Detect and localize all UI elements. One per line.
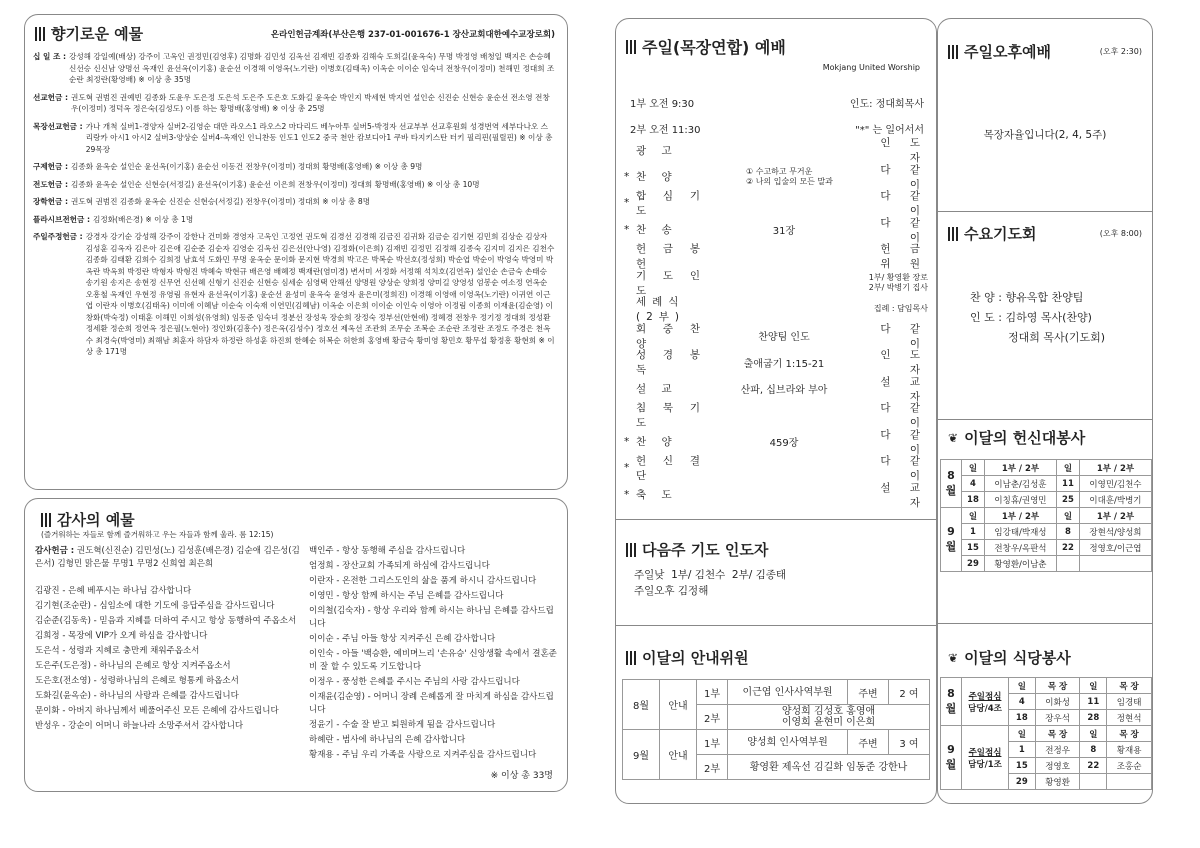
online-account: 온라인헌금계좌(부산은행 237-01-001676-1 장산교회대한예수교장로회) [270, 29, 555, 40]
schedule-header [941, 460, 1152, 476]
offering-heading [35, 23, 143, 44]
thanks-item [35, 630, 303, 643]
order-row [624, 137, 928, 164]
order-label: 침 묵 기 도 [636, 402, 706, 430]
right-box [937, 18, 1153, 804]
afternoon-text: 목장자율입니다(2, 4, 5주) [983, 129, 1107, 141]
bullet-icon [948, 45, 958, 59]
schedule-row [941, 556, 1152, 572]
schedule-head-cell: 일 [1080, 726, 1107, 742]
offering-label: 십 일 조 : [33, 52, 66, 61]
thanks-text: 김기현(조순란) - 심임소에 대한 기도에 응답주심을 감사드립니다 [35, 601, 275, 611]
schedule-cell: 15 [1009, 758, 1036, 774]
bullet-icon [41, 513, 51, 527]
schedule-header [941, 726, 1152, 742]
order-row [624, 349, 928, 376]
usher-part: 1부 [697, 680, 728, 705]
thanks-text: 도은호(전소영) - 성령하나님의 은혜로 형통케 하옵소서 [35, 676, 239, 686]
schedule-cell: 18 [962, 492, 985, 508]
schedule-head-cell: 일 [962, 508, 985, 524]
order-detail: ① 수고하고 무거운 ② 나의 입술의 모든 말과 [746, 166, 833, 186]
usher-names: 양성희 김성호 홍영애 이영희 윤현미 이은희 [728, 705, 930, 730]
leaf-icon: ❦ [948, 650, 959, 665]
order-person: 다 같 이 [880, 455, 928, 483]
standing-mark: * [624, 223, 630, 236]
kitchen-table [940, 677, 1152, 790]
offering-text: 권도혁 권범진 김종화 윤옥순 신진순 신현승(서정길) 전창우(이정미) 정대희 ※ 이상 총 8명 [71, 197, 371, 206]
standing-mark: * [624, 462, 630, 475]
wed-line-2: 인 도 : 김하영 목사(찬양) [970, 311, 1092, 324]
offering-label: 플라시브전헌금 : [33, 214, 91, 224]
order-person: 설 교 자 [880, 481, 928, 509]
thanks-item: 황재용 - 주님 우리 가족을 사랑으로 지켜주심을 감사드립니다 [309, 750, 537, 760]
usher-title: 이달의 안내위원 [642, 649, 749, 667]
schedule-head-cell: 일 [1009, 726, 1036, 742]
order-row [624, 243, 928, 270]
schedule-month: 9월 [941, 508, 962, 572]
worship-title: 주일(목장연합) 예배 [642, 38, 786, 57]
offering-text: 김종화 윤옥순 설인순 윤선옥(이기홍) 윤순선 이동건 전창우(이정미) 정대희 황명배(홍영배) ※ 이상 총 9명 [71, 162, 423, 171]
offering-label: 주일주정헌금 : [33, 232, 83, 241]
schedule-cell: 11 [1056, 476, 1079, 492]
standing-mark: * [624, 197, 630, 210]
standing-mark: * [624, 435, 630, 448]
order-label: 세례식(2부) [636, 296, 686, 324]
order-label: 광 고 [636, 144, 678, 157]
bullet-icon [626, 40, 636, 54]
schedule-cell: 29 [1009, 774, 1036, 790]
thanks-box [24, 498, 568, 792]
schedule-head-cell: 목 장 [1035, 726, 1080, 742]
schedule-cell: 전창우/옥판석 [984, 540, 1056, 556]
order-row [624, 402, 928, 429]
thanks-text: 권도혁(신진순) 김민성(노) 김성훈(배은경) 김순애 김은성(김은서) 김형민 맑은물 무명1 무명2 신희엽 최은희 [35, 546, 300, 569]
usher-leader: 주변 [848, 730, 889, 755]
thanks-text: 도은석 - 성령과 지혜로 충만케 채워주옵소서 [35, 646, 200, 656]
order-detail: 459장 [769, 438, 799, 450]
thanks-text: 도은주(도은정) - 하나님의 은혜로 항상 지켜주옵소서 [35, 661, 231, 671]
schedule-cell: 장현석/양성희 [1079, 524, 1151, 540]
divider [938, 211, 1152, 212]
schedule-cell: 22 [1080, 758, 1107, 774]
order-person: 집례 : 담임목사 [873, 304, 928, 314]
team-duty: 담당/4조 [968, 703, 1002, 714]
offering-label: 선교헌금 : [33, 92, 69, 102]
offering-text: 권도혁 권범진 권예빈 김종화 도윤우 도은정 도은석 도은주 도은호 도화길 윤옥순 박인지 박세현 박지연 설인순 신진순 신현승 윤순선 전소영 전창우(이정미) 정덕옥 정은숙(김성도) 이름 하는 황명배(홍영배) ※ 이상 총 25명 [71, 92, 550, 113]
usher-month: 9월 [623, 730, 660, 780]
order-label: 합 심 기 도 [636, 190, 706, 218]
schedule-cell: 황영환 [1035, 774, 1080, 790]
schedule-cell: 18 [1009, 710, 1036, 726]
usher-part: 2부 [697, 705, 728, 730]
schedule-head-cell: 1부 / 2부 [984, 508, 1056, 524]
usher-count: 2 여 [889, 680, 930, 705]
usher-row [623, 680, 930, 705]
thanks-item [35, 545, 303, 571]
schedule-cell: 장우석 [1035, 710, 1080, 726]
schedule-cell: 8 [1080, 742, 1107, 758]
worship-heading [626, 35, 786, 58]
thanks-item [35, 720, 303, 733]
usher-part: 1부 [697, 730, 728, 755]
thanks-text: 김광진 - 은혜 베푸시는 하나님 감사합니다 [35, 586, 192, 596]
schedule-cell: 황영환/이남춘 [984, 556, 1056, 572]
schedule-cell: 22 [1056, 540, 1079, 556]
schedule-cell: 임강태/박재성 [984, 524, 1056, 540]
next-afternoon: 주일오후 김정해 [634, 585, 709, 597]
schedule-cell: 25 [1056, 492, 1079, 508]
thanks-right-list [309, 545, 559, 764]
usher-row [623, 730, 930, 755]
standing-mark: * [624, 488, 630, 501]
schedule-head-cell: 1부 / 2부 [984, 460, 1056, 476]
thanks-item [35, 675, 303, 688]
schedule-head-cell: 목 장 [1107, 726, 1152, 742]
bullet-icon [626, 651, 636, 665]
schedule-cell: 4 [962, 476, 985, 492]
usher-table [622, 679, 930, 780]
order-label: 찬 양 [636, 436, 678, 449]
thanks-item [35, 645, 303, 658]
offering-text: 강성해 강일예(배상) 강주이 고옥인 권정민(김영후) 김명화 김민성 김옥선 김재빈 김종화 김해숙 도희길(윤옥숙) 무명 박정영 배청일 백지은 손승혜 신선승 신신남 양명선 옥재인 윤선옥(이기홍) 윤순선 이경해 이영옥(노기란) 이병호(김태옥) 이옥순 이이순 임숙녀 전창우(이정미) 천해민 정대희 조순란 최정란(황영배) ※ 이상 총 35명 [68, 52, 555, 84]
divider [616, 519, 936, 520]
schedule-head-cell: 1부 / 2부 [1079, 508, 1151, 524]
thanks-item [35, 705, 303, 718]
thanks-title: 감사의 예물 [57, 511, 135, 529]
order-label: 설 교 [636, 383, 678, 396]
next-title: 다음주 기도 인도자 [642, 541, 769, 559]
worship-box [615, 18, 937, 804]
bullet-icon [948, 227, 958, 241]
order-row [624, 482, 928, 509]
order-row [624, 217, 928, 244]
thanks-item: 이이순 - 주님 아들 항상 지켜주신 은혜 감사합니다 [309, 634, 496, 644]
thanks-text: 김희정 - 목장에 VIP가 오게 하심을 감사합니다 [35, 631, 208, 641]
schedule-cell: 임경태 [1107, 694, 1152, 710]
divider [938, 623, 1152, 624]
schedule-cell: 8 [1056, 524, 1079, 540]
schedule-month: 9월 [941, 726, 962, 790]
thanks-text: 도화길(윤옥순) - 하나님의 사랑과 은혜를 감사드립니다 [35, 691, 239, 701]
schedule-row [941, 540, 1152, 556]
schedule-cell [1107, 774, 1152, 790]
order-row [624, 455, 928, 482]
schedule-head-cell: 일 [1009, 678, 1036, 694]
schedule-cell: 조홍순 [1107, 758, 1152, 774]
schedule-row [941, 524, 1152, 540]
thanks-item: 정윤기 - 수술 잘 받고 퇴원하게 됨을 감사드립니다 [309, 720, 496, 730]
kitchen-title: 이달의 식당봉사 [964, 649, 1071, 667]
thanks-total: ※ 이상 총 33명 [490, 771, 553, 781]
thanks-item [35, 585, 303, 598]
schedule-cell: 정현석 [1107, 710, 1152, 726]
thanks-item [35, 615, 303, 628]
schedule-month: 8월 [941, 460, 962, 508]
schedule-cell: 이칭휴/권영민 [984, 492, 1056, 508]
schedule-cell: 1 [1009, 742, 1036, 758]
thanks-item: 이재윤(김순영) - 어머니 장례 은혜롭게 잘 마치게 하심을 감사드립니다 [309, 692, 554, 715]
order-label: 찬 송 [636, 224, 678, 237]
wed-line-3: 정대희 목사(기도회) [1008, 331, 1106, 344]
thanks-text: 문이화 - 아버지 하나님께서 베풀어주신 모든 은혜에 감사드립니다 [35, 706, 279, 716]
schedule-head-cell: 일 [1080, 678, 1107, 694]
order-person: 다 같 이 [880, 402, 928, 430]
schedule-head-cell: 일 [1056, 508, 1079, 524]
order-person: 헌 금 위 원 [880, 243, 928, 271]
offering-list [33, 51, 555, 364]
order-row [624, 270, 928, 297]
schedule-month: 8월 [941, 678, 962, 726]
order-row [624, 190, 928, 217]
offering-row [33, 231, 555, 358]
thanks-item: 이영민 - 항상 함께 하시는 주님 은혜를 감사드립니다 [309, 591, 504, 601]
schedule-cell: 이영민/김천수 [1079, 476, 1151, 492]
thanks-item: 이인숙 - 아들 '백승환, 예비며느리 '손유승' 신앙생활 속에서 결혼준비 잘 할 수 있도록 기도합니다 [309, 649, 557, 672]
thanks-item: 백인주 - 항상 동행해 주심을 감사드립니다 [309, 546, 466, 556]
offering-row [33, 121, 555, 156]
usher-heading [626, 647, 749, 668]
order-detail: 출애굽기 1:15-21 [743, 358, 825, 370]
offering-text: 가나 개척 실버1-경양자 실버2-김영순 대만 라오스1 라오스2 마다리드 베누아투 실버5-박정자 선교부부 선교후원회 성경번역 세부다나오 스리랑카 아시1 아시2 실버3-양상순 실버4-옥재인 인니찬동 인도1 인도2 중국 천안 캄보디아1 쿠바 타지키스탄 터키 필리핀(필릴핀) ※ 이상 총 29목장 [85, 121, 553, 154]
schedule-head-cell: 목 장 [1107, 678, 1152, 694]
schedule-row [941, 476, 1152, 492]
thanks-item [35, 600, 303, 613]
service-1-time: 1부 오전 9:30 [630, 99, 695, 110]
dedication-title: 이달의 헌신대봉사 [964, 429, 1086, 447]
schedule-head-cell: 목 장 [1035, 678, 1080, 694]
usher-names: 양성희 인사역부원 [728, 730, 848, 755]
usher-leader: 주변 [848, 680, 889, 705]
thanks-left-list [35, 545, 303, 735]
team-name: 주일점심 [968, 691, 1002, 702]
order-label: 기 도 인 도 [636, 269, 706, 297]
schedule-cell: 정영호/이근엽 [1079, 540, 1151, 556]
offering-text: 김종화 윤옥순 설인순 신현승(서정길) 윤선옥(이기홍) 윤순선 이은희 전창우(이정미) 정대희 황명배(홍영배) ※ 이상 총 10명 [71, 179, 480, 189]
order-row [624, 376, 928, 403]
schedule-cell: 15 [962, 540, 985, 556]
standing-mark: * [624, 170, 630, 183]
schedule-head-cell: 일 [962, 460, 985, 476]
usher-month: 8월 [623, 680, 660, 730]
standing-note: "*" 는 일어서서 [855, 125, 924, 136]
schedule-team [962, 678, 1009, 726]
offering-label: 장학헌금 : [33, 197, 69, 206]
afternoon-heading [948, 41, 1142, 62]
schedule-cell [1080, 774, 1107, 790]
order-row [624, 323, 928, 350]
usher-names: 황영환 제옥선 김길화 임동준 강한나 [728, 755, 930, 780]
dedication-table [940, 459, 1152, 572]
order-detail: 산파, 십브라와 부아 [740, 385, 828, 397]
schedule-cell: 정영호 [1035, 758, 1080, 774]
offering-row [33, 179, 555, 191]
worship-leader: 인도: 정대희목사 [849, 99, 924, 110]
order-person: 1부/ 황영환 장로 2부/ 박병기 집사 [868, 272, 928, 292]
schedule-cell: 29 [962, 556, 985, 572]
next-sunday: 주일낮 1부/ 김천수 2부/ 김종태 [634, 569, 787, 581]
bullet-icon [626, 543, 636, 557]
schedule-cell: 전정우 [1035, 742, 1080, 758]
offering-text: 김정화(배은경) ※ 이상 총 1명 [93, 214, 194, 224]
order-label: 회 중 찬 양 [636, 322, 706, 350]
schedule-cell: 11 [1080, 694, 1107, 710]
order-person: 다 같 이 [880, 190, 928, 218]
offering-title: 향기로운 예물 [51, 25, 144, 43]
offering-row [33, 92, 555, 115]
offering-row [33, 51, 555, 86]
order-person: 다 같 이 [880, 428, 928, 456]
schedule-cell: 이화성 [1035, 694, 1080, 710]
order-person: 다 같 이 [880, 322, 928, 350]
thanks-item: 이정우 - 풍성한 은혜를 주시는 주님의 사랑 감사드립니다 [309, 677, 520, 687]
divider [938, 419, 1152, 420]
order-person: 설 교 자 [880, 375, 928, 403]
thanks-heading [41, 509, 135, 530]
dedication-heading [948, 427, 1085, 448]
order-person: 인 도 자 [880, 349, 928, 377]
team-duty: 담당/1조 [968, 759, 1002, 770]
usher-count: 3 여 [889, 730, 930, 755]
afternoon-title: 주일오후예배 [964, 43, 1051, 61]
schedule-cell: 이남춘/김성훈 [984, 476, 1056, 492]
leaf-icon: ❦ [948, 430, 959, 445]
offering-label: 목장선교헌금 : [33, 121, 83, 131]
order-person: 다 같 이 [880, 216, 928, 244]
order-label: 축 도 [636, 489, 678, 502]
offering-label: 구제헌금 : [33, 162, 69, 171]
thanks-item: 이란자 - 온전한 그리스도인의 삶을 품게 하시니 감사드립니다 [309, 576, 537, 586]
order-person: 인 도 자 [880, 137, 928, 165]
offering-row [33, 214, 555, 226]
order-person: 다 같 이 [880, 163, 928, 191]
order-detail: 찬양팀 인도 [758, 332, 810, 344]
schedule-cell [1056, 556, 1079, 572]
thanks-text: 반성우 - 강순이 어머니 하늘나라 소망주셔서 감사합니다 [35, 721, 244, 731]
usher-part: 2부 [697, 755, 728, 780]
schedule-cell: 1 [962, 524, 985, 540]
schedule-head-cell: 일 [1056, 460, 1079, 476]
bullet-icon [35, 27, 45, 41]
schedule-cell: 4 [1009, 694, 1036, 710]
schedule-head-cell: 1부 / 2부 [1079, 460, 1151, 476]
order-row [624, 164, 928, 191]
order-label: 찬 양 [636, 171, 678, 184]
offering-box [24, 14, 568, 490]
wed-title: 수요기도회 [964, 225, 1037, 243]
thanks-subtitle: (즐거워하는 자들로 함께 즐거워하고 우는 자들과 함께 울라. 롬 12:15) [41, 530, 274, 539]
usher-role: 안내 [660, 730, 697, 780]
offering-row [33, 161, 555, 173]
order-row [624, 296, 928, 323]
thanks-item [35, 660, 303, 673]
wed-line-1: 찬 양 : 향유옥합 찬양팀 [970, 291, 1084, 304]
offering-row [33, 196, 555, 208]
schedule-cell: 이대훈/박병기 [1079, 492, 1151, 508]
wed-heading [948, 223, 1142, 244]
thanks-item: 엄정희 - 장산교회 가족되게 하심에 감사드립니다 [309, 561, 490, 571]
team-name: 주일점심 [968, 747, 1002, 758]
thanks-text: 김순준(김동욱) - 믿음과 지혜를 더하여 주시고 항상 동행하여 주옵소서 [35, 616, 297, 626]
schedule-team [962, 726, 1009, 790]
usher-names: 이근엽 인사사역부원 [728, 680, 848, 705]
thanks-item: 이의철(김숙자) - 항상 우리와 함께 하시는 하나님 은혜를 감사드립니다 [309, 606, 554, 629]
usher-role: 안내 [660, 680, 697, 730]
schedule-row [941, 492, 1152, 508]
order-detail: 31장 [772, 226, 796, 238]
schedule-cell [1079, 556, 1151, 572]
schedule-cell: 28 [1080, 710, 1107, 726]
offering-label: 전도헌금 : [33, 179, 69, 189]
order-of-worship [624, 137, 928, 508]
kitchen-heading [948, 647, 1071, 668]
schedule-header [941, 508, 1152, 524]
offering-text: 강경자 강기순 강성해 강주이 강한나 건미화 경영자 고옥인 고정연 권도혁 김경선 김경해 김금진 김귀화 김금순 김기현 김민희 김상순 김상자 김성훈 김옥자 김은아 김은애 김순준 김순자 김영순 김옥선 김은선(안나영) 김정화(이은희) 김재빈 김정민 김정해 김종숙 김지미 김지은 김천수 김종화 김태환 김희수 김희정 남효석 도화민 무명 윤옥순 문이화 문지현 박경희 박고은 박복순 박선호(정성희) 박순엽 박순이 박영숙 박영미 박옥란 박옥희 박정란 박형자 박형진 박혜숙 박현규 배은영 배혜정 백재란(염미경) 변서미 서정화 서정해 석치호(김연옥) 설인순 손금숙 손태승 송기원 송지은 송현정 신무연 신선혜 신형기 신진순 신현승 심세순 심영택 안해선 양명원 양상순 양희정 양미길 양영성 엄봉순 여소정 연옥순 오흥철 옥재인 우현정 유영림 유현자 윤선옥(이기홍) 윤순선 윤성미 윤옥숙 윤영자 윤은미(정희진) 이경해 이영애 이영옥(노기란) 이귀연 이근엽 이란자 이병호(김태옥) 이미애 이혜남 이순숙 이숙재 이연민(김혜남) 이옥순 이은희 이이순 이인숙 이영아 이정림 이종희 이재윤(김순영) 이창화(박숙정) 이태훈 이해민 이희성(유영희) 임동준 임숙녀 정분선 장성욱 장순희 장정숙 정부선(안현애) 정혜경 전창우 정기정 정대희 정성환 정세환 정순희 정연옥 정은필(노현아) 정인화(김흥수) 정은옥(김성수) 정호선 제옥선 조관희 조무순 조복순 조순란 조정란 조정도 주경은 천옥수 최경숙(박영미) 최해남 최훈자 하담자 하정란 하성훈 하진희 한혜순 허복순 허한희 홍영배 황금숙 황미영 황민호 황무섭 황정흥 황현희 ※ 이상 총 171명 [85, 232, 555, 356]
thanks-item [35, 690, 303, 703]
afternoon-time: (오후 2:30) [1099, 47, 1142, 56]
order-row [624, 429, 928, 456]
next-heading [626, 539, 768, 560]
schedule-cell: 황재용 [1107, 742, 1152, 758]
divider [616, 625, 936, 626]
order-label: 성 경 봉 독 [636, 349, 706, 377]
service-2-time: 2부 오전 11:30 [630, 125, 701, 136]
order-label: 헌 신 결 단 [636, 455, 706, 483]
schedule-header [941, 678, 1152, 694]
order-label: 헌 금 봉 헌 [636, 243, 706, 271]
thanks-item: 하혜란 - 범사에 하나님의 은혜 감사합니다 [309, 735, 466, 745]
thanks-label: 감사헌금 : [35, 546, 75, 556]
worship-subtitle: Mokjang United Worship [822, 63, 920, 72]
wed-time: (오후 8:00) [1099, 229, 1142, 238]
